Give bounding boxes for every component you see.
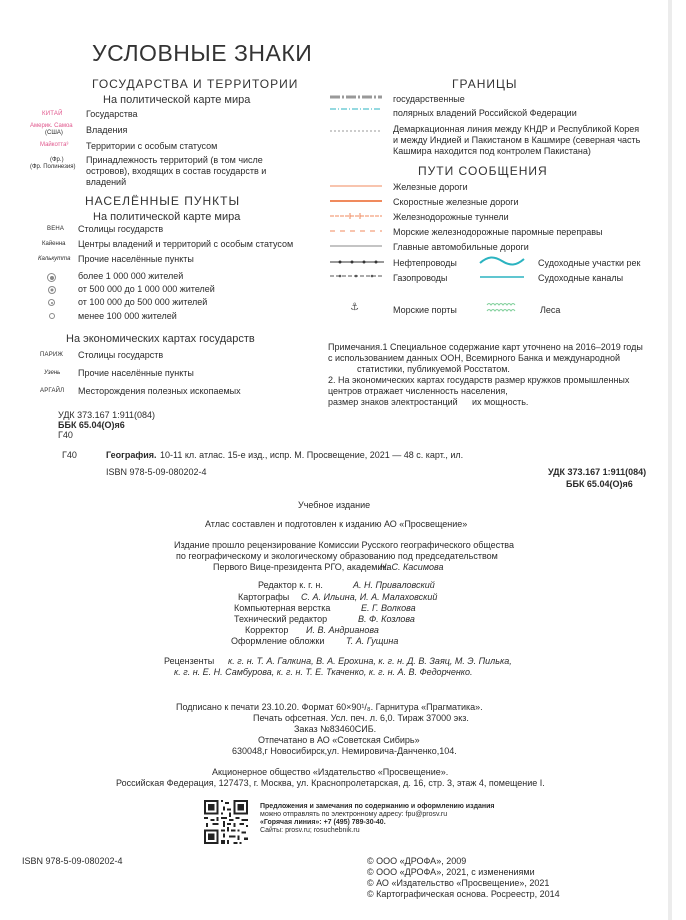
ferry-label: Морские железнодорожные паромные переправы bbox=[393, 227, 603, 237]
print-line-3: Заказ №83460СИБ. bbox=[294, 724, 377, 734]
review-line-1: Издание прошло рецензирование Комиссии Русского географического общества bbox=[174, 540, 514, 550]
demarcation-label-2: и между Индией и Пакистаном в Кашмире (северная часть bbox=[393, 135, 641, 145]
other-settlement-symbol: Калькутта bbox=[38, 256, 71, 262]
possession-label: Владения bbox=[86, 125, 128, 135]
anchor-icon: ⚓ bbox=[350, 302, 359, 313]
udk-left: УДК 373.167 1:911(084) bbox=[58, 410, 156, 420]
special-territory-symbol: Майкотта³ bbox=[40, 142, 69, 148]
highway-label: Главные автомобильные дороги bbox=[393, 242, 529, 252]
forest-icon bbox=[485, 300, 519, 316]
g40-code: Г40 bbox=[62, 450, 77, 460]
state-symbol: КИТАЙ bbox=[42, 111, 63, 117]
route-symbols bbox=[330, 180, 382, 260]
print-line-5: 630048,г Новосибирск,ул. Немировича-Данченко,104. bbox=[232, 746, 457, 756]
note-line-3: статистики, публикуемой Росстатом. bbox=[357, 364, 510, 374]
book-details: 10-11 кл. атлас. 15-е изд., испр. М. Просвещение, 2021 — 48 с. карт., ил. bbox=[160, 450, 464, 460]
contact-line-3: «Горячая линия»: +7 (495) 789-30-40. bbox=[260, 819, 386, 826]
state-border-label: государственные bbox=[393, 94, 465, 104]
state-label: Государства bbox=[86, 109, 138, 119]
city-size-2-label: от 500 000 до 1 000 000 жителей bbox=[78, 284, 215, 294]
city-size-3-label: от 100 000 до 500 000 жителей bbox=[78, 297, 208, 307]
cover-name: Т. А. Гущина bbox=[346, 636, 399, 646]
city-size-4-icon bbox=[49, 313, 55, 319]
affiliation-symbol-2: (Фр. Полинезия) bbox=[30, 164, 76, 170]
capital-symbol: ВЕНА bbox=[47, 226, 65, 232]
note-line-6: размер знаков электростанций bbox=[328, 397, 458, 407]
navigable-rivers-label: Судоходные участки рек bbox=[538, 258, 641, 268]
affiliation-symbol: (Фр.) bbox=[50, 157, 64, 163]
borders-heading: ГРАНИЦЫ bbox=[452, 77, 518, 91]
page-title: УСЛОВНЫЕ ЗНАКИ bbox=[92, 40, 313, 66]
bbk-left: ББК 65.04(О)я6 bbox=[58, 420, 125, 430]
print-line-4: Отпечатано в АО «Советская Сибирь» bbox=[258, 735, 420, 745]
river-canal-symbols bbox=[478, 254, 526, 282]
reviewers-label: Рецензенты bbox=[164, 656, 215, 666]
possession-symbol: Америк. Самоа bbox=[30, 123, 73, 129]
navigable-canals-label: Судоходные каналы bbox=[538, 273, 624, 283]
note-line-2: с использованием данных ООН, Всемирного Банка и международной bbox=[328, 353, 620, 363]
demarcation-line-symbol bbox=[330, 128, 382, 134]
note-line-1: Примечания.1 Специальное содержание карт уточнено на 2016–2019 годы bbox=[328, 342, 643, 352]
forests-label: Леса bbox=[540, 305, 561, 315]
copyright-3: © АО «Издательство «Просвещение», 2021 bbox=[367, 878, 550, 888]
copyright-1: © ООО «ДРОФА», 2009 bbox=[367, 856, 467, 866]
city-size-1-label: более 1 000 000 жителей bbox=[78, 271, 184, 281]
city-size-1-icon bbox=[47, 273, 56, 282]
review-line-3: Первого Вице-президента РГО, академика bbox=[213, 562, 392, 572]
possession-symbol-2: (США) bbox=[45, 130, 63, 136]
publisher-line-2: Российская Федерация, 127473, г. Москва, ул. Краснопролетарская, д. 16, стр. 3, этаж 4, помещение I. bbox=[116, 778, 545, 788]
highspeed-railway-label: Скоростные железные дороги bbox=[393, 197, 519, 207]
cartographers-name: С. А. Ильина, И. А. Малаховский bbox=[301, 592, 438, 602]
print-line-1: Подписано к печати 23.10.20. Формат 60×90¹/₈. Гарнитура «Прагматика». bbox=[176, 702, 483, 712]
econ-settlement-label: Прочие населённые пункты bbox=[78, 368, 194, 378]
routes-heading: ПУТИ СООБЩЕНИЯ bbox=[418, 164, 548, 178]
contact-line-1: Предложения и замечания по содержанию и оформлению издания bbox=[260, 803, 495, 810]
center-label: Центры владений и территорий с особым статусом bbox=[78, 239, 294, 249]
review-chairman: Н. С. Касимова bbox=[380, 562, 444, 572]
city-size-4-label: менее 100 000 жителей bbox=[78, 311, 177, 321]
isbn-bottom: ISBN 978-5-09-080202-4 bbox=[22, 856, 123, 866]
demarcation-label-3: Кашмира находится под контролем Пакистана) bbox=[393, 146, 591, 156]
copyright-4: © Картографическая основа. Росреестр, 2014 bbox=[367, 889, 560, 899]
layout-name: Е. Г. Волкова bbox=[361, 603, 416, 613]
contact-line-4: Сайты: prosv.ru; rosuchebnik.ru bbox=[260, 827, 360, 834]
econ-settlement-symbol: Узень bbox=[44, 370, 61, 376]
proofreader-name: И. В. Андрианова bbox=[306, 625, 379, 635]
g40-left: Г40 bbox=[58, 430, 73, 440]
proofreader-role: Корректор bbox=[245, 625, 289, 635]
railway-tunnel-label: Железнодорожные туннели bbox=[393, 212, 509, 222]
railway-label: Железные дороги bbox=[393, 182, 468, 192]
pipeline-symbols bbox=[326, 256, 384, 280]
publisher-line-1: Акционерное общество «Издательство «Просвещение». bbox=[212, 767, 449, 777]
settlements-subheading: На политической карте мира bbox=[93, 211, 241, 223]
gas-pipeline-label: Газопроводы bbox=[393, 273, 448, 283]
states-subheading: На политической карте мира bbox=[103, 94, 251, 106]
deposit-symbol: АРГАЙЛ bbox=[40, 388, 65, 394]
city-size-2-icon bbox=[48, 286, 56, 294]
qr-code-icon bbox=[204, 800, 248, 844]
other-settlement-label: Прочие населённые пункты bbox=[78, 254, 194, 264]
settlements-heading: НАСЕЛЁННЫЕ ПУНКТЫ bbox=[85, 194, 241, 208]
deposit-label: Месторождения полезных ископаемых bbox=[78, 386, 241, 396]
bbk-right: ББК 65.04(О)я6 bbox=[566, 479, 633, 489]
demarcation-label: Демаркационная линия между КНДР и Республикой Корея bbox=[393, 124, 640, 134]
note-line-5: центров отражает численность населения, bbox=[328, 386, 508, 396]
edition-type: Учебное издание bbox=[298, 500, 371, 510]
note-line-4: 2. На экономических картах государств размер кружков промышленных bbox=[328, 375, 630, 385]
tech-editor-name: В. Ф. Козлова bbox=[358, 614, 415, 624]
book-title: География. bbox=[106, 450, 157, 460]
prepared-by: Атлас составлен и подготовлен к изданию АО «Просвещение» bbox=[205, 519, 468, 529]
contact-line-2: можно отправлять по электронному адресу: fpu@prosv.ru bbox=[260, 811, 448, 818]
editor-name: А. Н. Приваловский bbox=[353, 580, 435, 590]
udk-right: УДК 373.167 1:911(084) bbox=[548, 467, 647, 477]
tech-editor-role: Технический редактор bbox=[234, 614, 328, 624]
affiliation-label: Принадлежность территорий (в том числе bbox=[86, 155, 263, 165]
affiliation-label-2: островов), входящих в состав государств и bbox=[86, 166, 267, 176]
city-size-3-icon bbox=[48, 299, 55, 306]
note-line-7: их мощность. bbox=[472, 397, 529, 407]
capital-label: Столицы государств bbox=[78, 224, 164, 234]
reviewers-line-1: к. г. н. Т. А. Галкина, В. А. Ерохина, к. г. н. Д. В. Заяц, М. Э. Пилька, bbox=[228, 656, 512, 666]
econ-capital-label: Столицы государств bbox=[78, 350, 164, 360]
econ-capital-symbol: ПАРИЖ bbox=[40, 352, 64, 358]
states-heading: ГОСУДАРСТВА И ТЕРРИТОРИИ bbox=[92, 77, 299, 91]
layout-role: Компьютерная верстка bbox=[234, 603, 331, 613]
special-territory-label: Территории с особым статусом bbox=[86, 141, 218, 151]
polar-border-label: полярных владений Российской Федерации bbox=[393, 108, 577, 118]
page-edge bbox=[668, 0, 672, 920]
oil-pipeline-label: Нефтепроводы bbox=[393, 258, 457, 268]
econ-subheading: На экономических картах государств bbox=[66, 333, 255, 345]
sea-ports-label: Морские порты bbox=[393, 305, 457, 315]
border-symbols bbox=[330, 93, 382, 123]
isbn-top: ISBN 978-5-09-080202-4 bbox=[106, 467, 207, 477]
editor-role: Редактор к. г. н. bbox=[258, 580, 323, 590]
cover-role: Оформление обложки bbox=[231, 636, 325, 646]
center-symbol: Кайенна bbox=[42, 241, 66, 247]
reviewers-line-2: к. г. н. Е. Н. Самбурова, к. г. н. Т. Е. Ткаченко, к. г. н. А. В. Федорченко. bbox=[174, 667, 473, 677]
print-line-2: Печать офсетная. Усл. печ. л. 6,0. Тираж 37000 экз. bbox=[253, 713, 469, 723]
copyright-2: © ООО «ДРОФА», 2021, с изменениями bbox=[367, 867, 535, 877]
review-line-2: по географическому и экологическому образованию под председательством bbox=[176, 551, 498, 561]
affiliation-label-3: владений bbox=[86, 177, 127, 187]
cartographers-role: Картографы bbox=[238, 592, 290, 602]
